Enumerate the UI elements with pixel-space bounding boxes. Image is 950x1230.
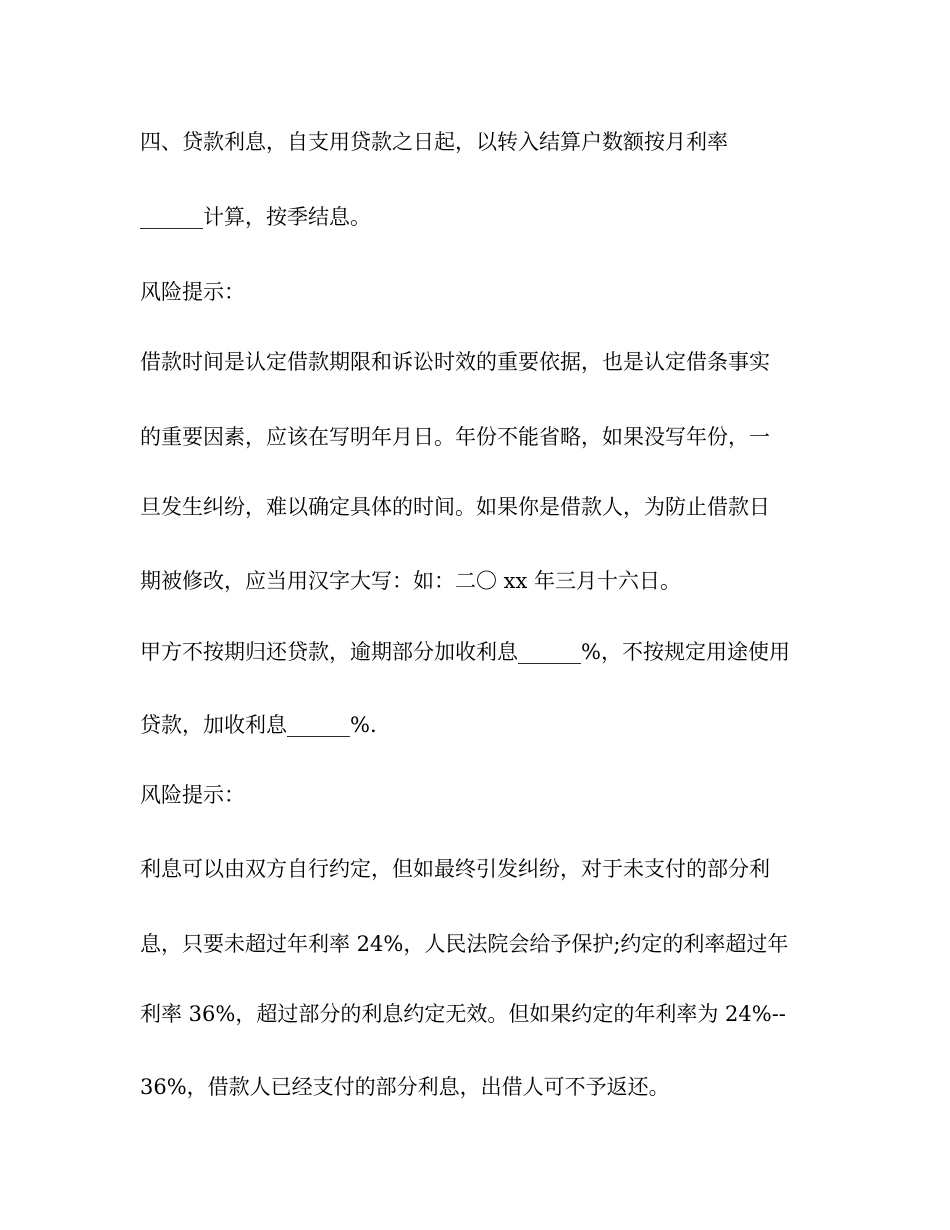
risk-notice-text-line-2: 的重要因素，应该在写明年月日。年份不能省略，如果没写年份，一: [140, 425, 770, 449]
risk-notice-text-line-1: 借款时间是认定借款期限和诉讼时效的重要依据，也是认定借条事实: [140, 350, 770, 374]
penalty-clause-line-2: 贷款，加收利息______%.: [140, 713, 377, 737]
penalty-clause-line-1: 甲方不按期归还贷款，逾期部分加收利息______%，不按规定用途使用: [140, 640, 790, 664]
risk-notice-text-line-4: 期被修改，应当用汉字大写：如：二〇 xx 年三月十六日。: [140, 569, 682, 593]
interest-notice-line-4: 36%，借款人已经支付的部分利息，出借人可不予返还。: [140, 1075, 670, 1099]
risk-notice-text-line-3: 旦发生纠纷，难以确定具体的时间。如果你是借款人，为防止借款日: [140, 495, 770, 519]
risk-notice-heading: 风险提示：: [140, 783, 245, 807]
risk-notice-heading: 风险提示：: [140, 280, 245, 304]
clause-four-line-2: ______计算，按季结息。: [140, 205, 371, 229]
clause-four-line-1: 四、贷款利息，自支用贷款之日起，以转入结算户数额按月利率: [140, 130, 728, 154]
interest-notice-line-2: 息，只要未超过年利率 24%，人民法院会给予保护;约定的利率超过年: [140, 932, 789, 956]
interest-notice-line-3: 利率 36%，超过部分的利息约定无效。但如果约定的年利率为 24%--: [140, 1002, 786, 1026]
interest-notice-line-1: 利息可以由双方自行约定，但如最终引发纠纷，对于未支付的部分利: [140, 857, 770, 881]
